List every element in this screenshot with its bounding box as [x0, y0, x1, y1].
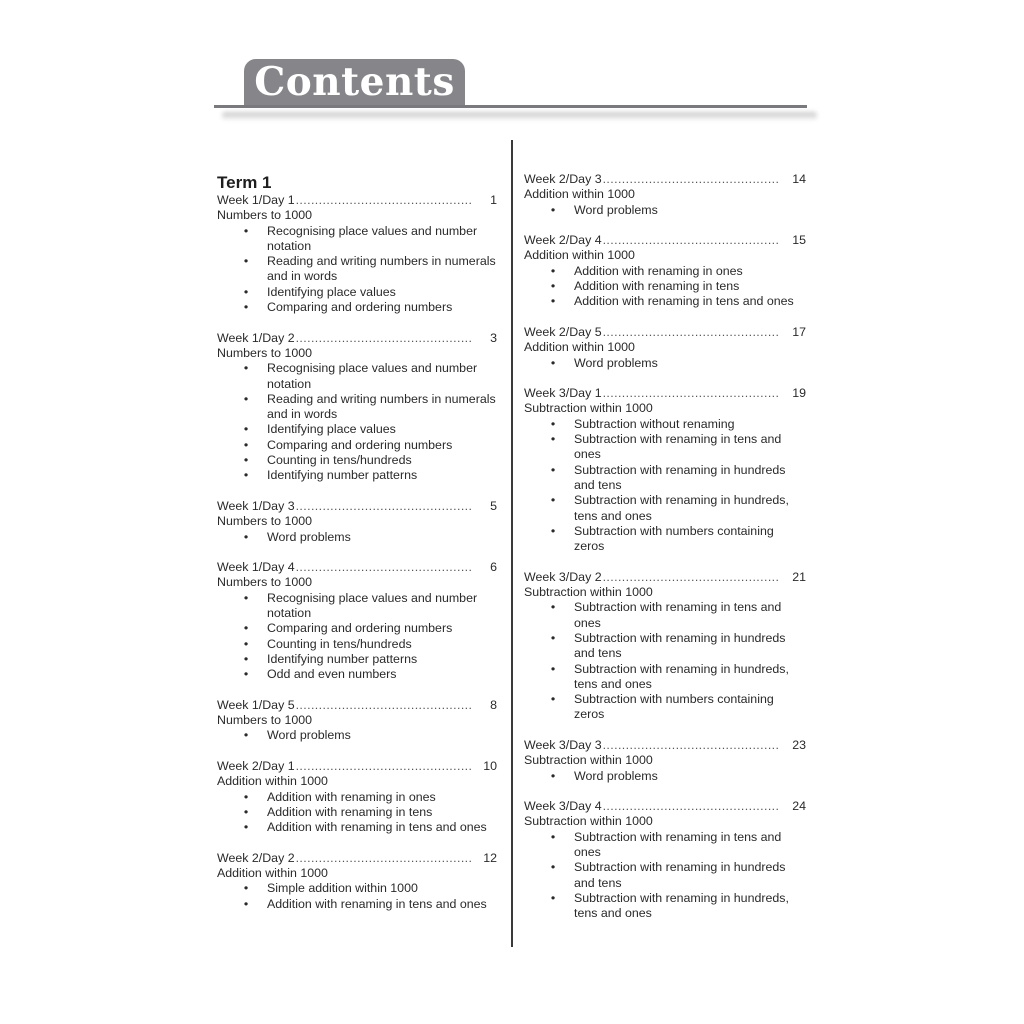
- entry-point-text: Word problems: [574, 202, 658, 217]
- entry-point: [217, 728, 497, 743]
- entry-page-number: 8: [490, 697, 497, 712]
- entry-week-label: Week 2/Day 2: [217, 850, 295, 865]
- entry-points-list: [524, 830, 806, 922]
- entry-points-list: [217, 591, 497, 683]
- bullet-icon: •: [243, 728, 249, 743]
- entry-point: [217, 820, 497, 835]
- entry-point-text: Counting in tens/hundreds: [267, 636, 412, 651]
- entry-point-text: Odd and even numbers: [267, 667, 397, 682]
- contents-entry: [524, 386, 806, 554]
- entry-point-text: Addition with renaming in tens: [267, 804, 433, 819]
- entry-heading-line[interactable]: [217, 560, 497, 575]
- entry-topic: Numbers to 1000: [217, 345, 313, 360]
- entry-points-list: [217, 530, 497, 545]
- entry-page-number: 24: [792, 799, 806, 814]
- entry-point-text: Counting in tens/hundreds: [267, 453, 412, 468]
- entry-point: [217, 530, 497, 545]
- entry-point-text: Subtraction with renaming in hundreds, tens and ones: [574, 890, 789, 921]
- entry-week-label: Week 2/Day 3: [524, 172, 602, 186]
- entry-page-number: 5: [490, 498, 497, 513]
- entry-point: [217, 805, 497, 820]
- entry-heading-line[interactable]: [524, 172, 806, 187]
- entry-point-text: Addition with renaming in tens and ones: [574, 294, 794, 309]
- entry-point: [217, 300, 497, 315]
- entry-heading-line[interactable]: [524, 738, 806, 753]
- contents-entry: [524, 233, 806, 309]
- entry-heading-line[interactable]: [524, 799, 806, 814]
- entry-topic: Addition within 1000: [524, 340, 635, 355]
- bullet-icon: •: [243, 422, 249, 437]
- contents-entry: [217, 759, 497, 835]
- entry-point-text: Identifying place values: [267, 422, 396, 437]
- bullet-icon: •: [243, 300, 249, 315]
- bullet-icon: •: [550, 202, 556, 217]
- entry-week-label: Week 3/Day 3: [524, 737, 602, 752]
- entry-point-text: Subtraction with renaming in hundreds and tens: [574, 860, 786, 890]
- contents-entry: [217, 851, 497, 912]
- dot-leaders: [603, 738, 780, 753]
- entry-point: [524, 769, 806, 784]
- entry-heading-line[interactable]: [217, 193, 497, 208]
- dot-leaders: [603, 325, 780, 340]
- bullet-icon: •: [243, 820, 249, 835]
- entry-point: [217, 790, 497, 805]
- dot-leaders: [603, 386, 780, 401]
- entry-topic: Addition within 1000: [217, 774, 328, 789]
- entry-point: [217, 285, 497, 300]
- contents-entry: [524, 172, 806, 218]
- entry-point: [524, 524, 806, 555]
- entry-points-list: [217, 361, 497, 483]
- dot-leaders: [296, 331, 471, 346]
- entry-points-list: [524, 417, 806, 555]
- entry-point-text: Addition with renaming in tens: [574, 279, 740, 294]
- entry-point-text: Subtraction with renaming in hundreds and tens: [574, 462, 786, 492]
- bullet-icon: •: [550, 462, 556, 477]
- bullet-icon: •: [243, 391, 249, 406]
- entry-page-number: 19: [792, 386, 806, 401]
- contents-header-tab: [244, 59, 465, 106]
- entry-point: [524, 203, 806, 218]
- entry-point: [524, 493, 806, 524]
- entry-point-text: Subtraction with renaming in tens and ones: [574, 600, 782, 630]
- entry-point-text: Subtraction with renaming in hundreds, tens and ones: [574, 661, 789, 691]
- entry-topic: Numbers to 1000: [217, 208, 313, 223]
- entry-point: [217, 438, 497, 453]
- contents-entry: [217, 331, 497, 484]
- entry-point-text: Subtraction with numbers containing zeros: [574, 523, 774, 554]
- entry-point-text: Identifying number patterns: [267, 468, 418, 483]
- bullet-icon: •: [550, 263, 556, 278]
- entry-week-label: Week 2/Day 1: [217, 758, 295, 773]
- entry-point: [524, 264, 806, 279]
- entry-topic: Addition within 1000: [524, 248, 635, 263]
- bullet-icon: •: [550, 630, 556, 645]
- entry-topic: Addition within 1000: [217, 866, 328, 881]
- entry-point: [524, 662, 806, 693]
- entry-point-text: Recognising place values and number notation: [267, 223, 478, 253]
- entry-point-text: Subtraction with numbers containing zeros: [574, 692, 774, 722]
- entry-heading-line[interactable]: [524, 570, 806, 585]
- entry-week-label: Week 2/Day 4: [524, 233, 602, 248]
- contents-entry: [524, 799, 806, 921]
- entry-points-list: [524, 264, 806, 310]
- entry-week-label: Week 1/Day 5: [217, 697, 295, 712]
- entry-page-number: 15: [792, 233, 806, 248]
- bullet-icon: •: [243, 453, 249, 468]
- entry-point: [524, 356, 806, 371]
- entry-point: [524, 860, 806, 891]
- entry-point-text: Subtraction without renaming: [574, 416, 735, 431]
- entry-topic: Subtraction within 1000: [524, 585, 653, 600]
- entry-point-text: Word problems: [267, 529, 351, 544]
- bullet-icon: •: [243, 361, 249, 376]
- bullet-icon: •: [243, 529, 249, 544]
- entry-heading-line[interactable]: [217, 499, 497, 514]
- entry-week-label: Week 3/Day 1: [524, 386, 602, 401]
- entry-page-number: 12: [483, 850, 497, 865]
- entry-topic: Subtraction within 1000: [524, 753, 653, 768]
- entry-point: [217, 453, 497, 468]
- entry-point-text: Recognising place values and number notation: [267, 590, 478, 621]
- column-divider: [511, 140, 513, 947]
- entry-point-text: Subtraction with renaming in hundreds and tens: [574, 630, 786, 661]
- bullet-icon: •: [550, 890, 556, 905]
- entry-point-text: Reading and writing numbers in numerals and in words: [267, 254, 496, 284]
- entry-topic: Subtraction within 1000: [524, 814, 653, 829]
- entry-point-text: Addition with renaming in ones: [574, 263, 743, 278]
- entry-point: [217, 392, 497, 423]
- entry-topic: Numbers to 1000: [217, 514, 313, 529]
- bullet-icon: •: [550, 416, 556, 431]
- bullet-icon: •: [243, 223, 249, 238]
- entry-topic: Numbers to 1000: [217, 713, 313, 728]
- entry-week-label: Week 1/Day 2: [217, 330, 295, 345]
- entry-heading-line[interactable]: [524, 386, 806, 401]
- entry-point: [217, 667, 497, 682]
- entry-point: [524, 891, 806, 922]
- bullet-icon: •: [550, 355, 556, 370]
- entry-point: [217, 881, 497, 896]
- dot-leaders: [296, 851, 471, 866]
- entry-points-list: [217, 728, 497, 743]
- bullet-icon: •: [550, 692, 556, 707]
- contents-entry: [524, 738, 806, 784]
- entry-topic: Subtraction within 1000: [524, 401, 653, 416]
- entry-points-list: [217, 881, 497, 912]
- dot-leaders: [603, 799, 780, 814]
- contents-entry: [217, 193, 497, 315]
- entry-points-list: [217, 790, 497, 836]
- entry-point: [524, 463, 806, 494]
- bullet-icon: •: [243, 789, 249, 804]
- entry-point: [524, 279, 806, 294]
- bullet-icon: •: [243, 896, 249, 911]
- bullet-icon: •: [243, 437, 249, 452]
- bullet-icon: •: [550, 432, 556, 447]
- bullet-icon: •: [550, 294, 556, 309]
- dot-leaders: [296, 759, 471, 774]
- entry-point: [524, 417, 806, 432]
- bullet-icon: •: [243, 651, 249, 666]
- bullet-icon: •: [550, 493, 556, 508]
- dot-leaders: [296, 560, 471, 575]
- entry-page-number: 23: [792, 737, 806, 752]
- entry-topic: Addition within 1000: [524, 187, 635, 202]
- entry-point-text: Addition with renaming in tens and ones: [267, 896, 487, 911]
- entry-points-list: [524, 203, 806, 218]
- entry-heading-line[interactable]: [217, 698, 497, 713]
- bullet-icon: •: [550, 279, 556, 294]
- entry-point-text: Reading and writing numbers in numerals and in words: [267, 391, 496, 422]
- entry-point-text: Comparing and ordering numbers: [267, 300, 453, 315]
- entry-point-text: Comparing and ordering numbers: [267, 437, 453, 452]
- dot-leaders: [603, 172, 780, 187]
- entry-point-text: Recognising place values and number notation: [267, 361, 478, 391]
- header-rule: [214, 105, 807, 108]
- entry-page-number: 3: [490, 330, 497, 345]
- term-heading: Term 1: [217, 173, 272, 192]
- bullet-icon: •: [243, 284, 249, 299]
- dot-leaders: [296, 698, 471, 713]
- contents-entry: [217, 499, 497, 545]
- entry-point: [524, 692, 806, 723]
- entry-page-number: 1: [490, 193, 497, 207]
- bullet-icon: •: [550, 829, 556, 844]
- entry-point: [217, 468, 497, 483]
- entry-point-text: Addition with renaming in ones: [267, 789, 436, 804]
- entry-heading-line[interactable]: [524, 233, 806, 248]
- entry-point: [217, 637, 497, 652]
- entry-point-text: Subtraction with renaming in tens and ones: [574, 432, 782, 462]
- entry-point: [217, 422, 497, 437]
- entry-week-label: Week 3/Day 4: [524, 799, 602, 814]
- entry-point-text: Word problems: [267, 728, 351, 743]
- contents-entry: [217, 698, 497, 744]
- entry-point-text: Comparing and ordering numbers: [267, 621, 453, 636]
- entry-points-list: [217, 224, 497, 316]
- entry-points-list: [524, 356, 806, 371]
- dot-leaders: [603, 233, 780, 248]
- entry-heading-line[interactable]: [217, 851, 497, 866]
- bullet-icon: •: [243, 468, 249, 483]
- entry-point-text: Subtraction with renaming in tens and ones: [574, 829, 782, 860]
- entry-point: [217, 361, 497, 392]
- entry-point: [524, 294, 806, 309]
- entry-point: [217, 897, 497, 912]
- dot-leaders: [296, 193, 471, 208]
- entry-point: [524, 600, 806, 631]
- entry-point-text: Word problems: [574, 355, 658, 370]
- entry-point-text: Simple addition within 1000: [267, 881, 418, 896]
- entry-page-number: 17: [792, 324, 806, 339]
- entry-page-number: 14: [792, 172, 806, 186]
- entry-topic: Numbers to 1000: [217, 575, 313, 590]
- bullet-icon: •: [243, 804, 249, 819]
- page-title: Contents: [254, 59, 455, 105]
- entry-point-text: Identifying place values: [267, 284, 396, 299]
- bullet-icon: •: [550, 860, 556, 875]
- entry-point-text: Identifying number patterns: [267, 651, 418, 666]
- bullet-icon: •: [550, 600, 556, 615]
- dot-leaders: [603, 570, 780, 585]
- entry-points-list: [524, 600, 806, 722]
- entry-point: [217, 621, 497, 636]
- entry-heading-line[interactable]: [217, 331, 497, 346]
- entry-points-list: [524, 769, 806, 784]
- bullet-icon: •: [550, 661, 556, 676]
- entry-page-number: 6: [490, 560, 497, 575]
- entry-point-text: Subtraction with renaming in hundreds, tens and ones: [574, 493, 789, 523]
- contents-column-left: [217, 172, 497, 927]
- dot-leaders: [296, 499, 471, 514]
- bullet-icon: •: [550, 768, 556, 783]
- entry-point: [217, 591, 497, 622]
- entry-point: [524, 631, 806, 662]
- entry-point: [217, 254, 497, 285]
- bullet-icon: •: [243, 881, 249, 896]
- entry-point: [524, 830, 806, 861]
- bullet-icon: •: [243, 254, 249, 269]
- bullet-icon: •: [243, 636, 249, 651]
- entry-week-label: Week 2/Day 5: [524, 324, 602, 339]
- entry-point-text: Word problems: [574, 768, 658, 783]
- bullet-icon: •: [243, 667, 249, 682]
- contents-column-right: [524, 172, 806, 937]
- entry-page-number: 21: [792, 569, 806, 584]
- contents-entry: [524, 325, 806, 371]
- entry-point-text: Addition with renaming in tens and ones: [267, 820, 487, 835]
- entry-heading-line[interactable]: [524, 325, 806, 340]
- entry-week-label: Week 1/Day 1: [217, 193, 295, 207]
- entry-week-label: Week 3/Day 2: [524, 569, 602, 584]
- entry-heading-line[interactable]: [217, 759, 497, 774]
- entry-page-number: 10: [483, 758, 497, 773]
- entry-week-label: Week 1/Day 4: [217, 560, 295, 575]
- bullet-icon: •: [243, 621, 249, 636]
- header-shadow: [222, 112, 817, 120]
- entry-point: [217, 652, 497, 667]
- contents-entry: [524, 570, 806, 723]
- entry-point: [217, 224, 497, 255]
- entry-point: [524, 432, 806, 463]
- bullet-icon: •: [550, 523, 556, 538]
- entry-week-label: Week 1/Day 3: [217, 498, 295, 513]
- bullet-icon: •: [243, 590, 249, 605]
- contents-entry: [217, 560, 497, 682]
